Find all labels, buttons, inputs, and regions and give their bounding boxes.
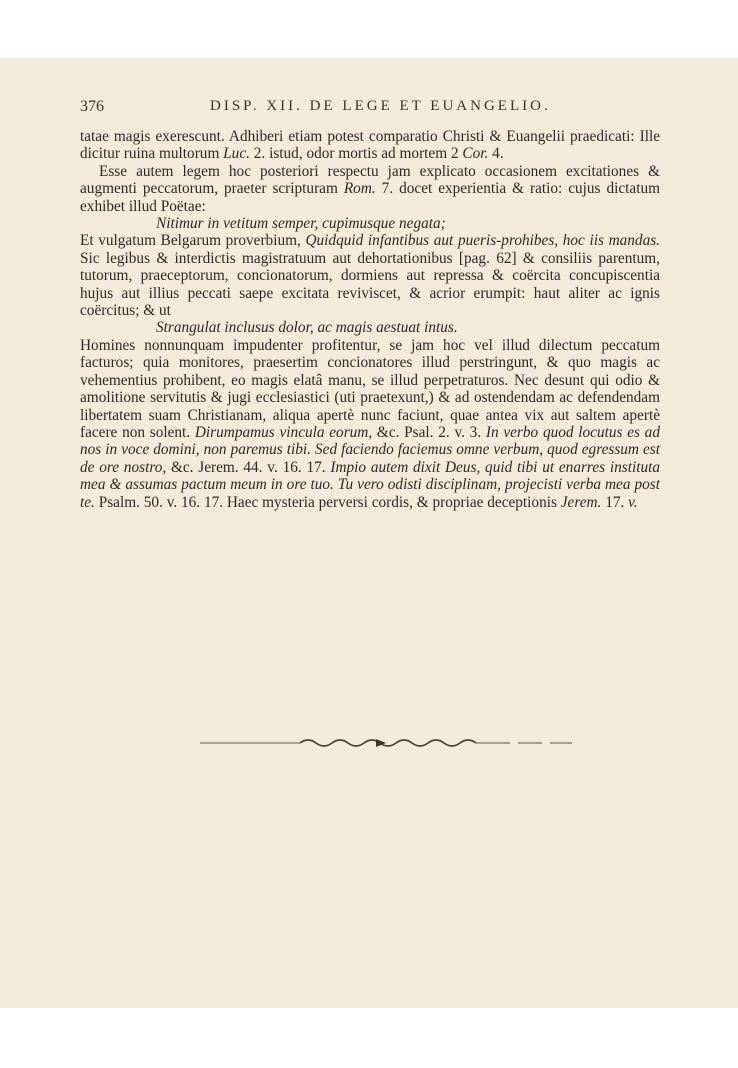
verse-quote: Nitimur in vetitum semper, cupimusque negata;: [156, 215, 446, 233]
page-number: 376: [80, 98, 104, 115]
book-page: [0, 58, 738, 1008]
paragraph: tatae magis exerescunt. Adhiberi etiam potest comparatio Christi & Euangelii praedicati: Ille dicitur ruina multorum Luc. 2. istud, odor mortis ad mortem 2 Cor. 4.: [80, 128, 660, 163]
running-title: DISP. XII. DE LEGE ET EUANGELIO.: [210, 98, 551, 114]
paragraph: Homines nonnunquam impudenter profitentur, se jam hoc vel illud dilectum peccatum facturos; quia monitores, praesertim concionatores illud perstringunt, & quo magis ac vehementius prohibent, eo magis elatâ manu, se illud perpetraturos. Nec desunt qui odio & amolitione servitutis & jugi ecclesiastici (uti praetexunt,) & ad ostendendam ac defendendam libertatem suam Christianam, aliqua apertè nunc faciunt, quae antea vix aut saltem apertè facere non solent. Dirumpamus vincula eorum, &c. Psal. 2. v. 3. In verbo quod locutus es ad nos in voce domini, non paremus tibi. Sed faciendo faciemus omne verbum, quod egressum est de ore nostro, &c. Jerem. 44. v. 16. 17. Impio autem dixit Deus, quid tibi ut enarres instituta mea & assumas pactum meum in ore tuo. Tu vero odisti disciplinam, projecisti verba mea post te. Psalm. 50. v. 16. 17. Haec mysteria perversi cordis, & propriae deceptionis Jerem. 17. v.: [80, 336, 660, 511]
paragraph: Esse autem legem hoc posteriori respectu jam explicato occasionem excitationes & augmenti peccatorum, praeter scripturam Rom. 7. docet experientia & ratio: cujus dictatum exhibet illud Poëtae:: [80, 162, 660, 215]
paragraph: Et vulgatum Belgarum proverbium, Quidquid infantibus aut pueris-prohibes, hoc iis mandas. Sic legibus & interdictis magistratuum aut dehortationibus [pag. 62] & consiliis parentum, tutorum, praeceptorum, concionatorum, dormiens aut repressa & coërcita concupiscentia hujus aut illius peccati saepe excitata reviviscet, & acrior erumpit: haut aliter ac ignis coërcitus; & ut: [80, 232, 660, 320]
running-header: [80, 98, 660, 120]
body-text: [80, 128, 660, 511]
verse-quote: Strangulat inclusus dolor, ac magis aestuat intus.: [156, 319, 458, 337]
decorative-ornament-divider: [200, 733, 572, 753]
